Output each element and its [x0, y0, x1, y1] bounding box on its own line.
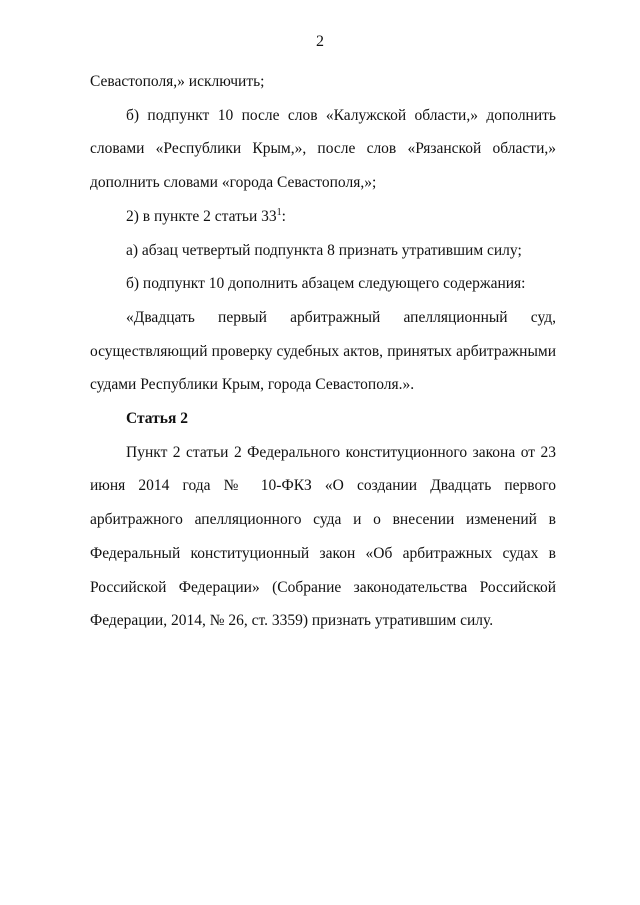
paragraph-subpoint-b: б) подпункт 10 дополнить абзацем следующего содержания:: [126, 275, 526, 293]
paragraph-subpoint-b-10: б) подпункт 10 после слов «Калужской области,» дополнить словами «Республики Крым,», после слов «Рязанской области,» дополнить словами «города Севастополя,»;: [90, 106, 556, 192]
point-2-text: 2) в пункте 2 статьи 33: [126, 207, 277, 225]
page-number: 2: [316, 33, 324, 50]
paragraph-point-2: [90, 200, 556, 234]
paragraph-subpoint-a: а) абзац четвертый подпункта 8 признать утратившим силу;: [126, 241, 522, 259]
paragraph-continuation: Севастополя,» исключить;: [90, 73, 265, 90]
paragraph-article-2: Пункт 2 статьи 2 Федерального конституционного закона от 23 июня 2014 года № 10-ФКЗ «О создании Двадцать первого арбитражного апелляционного суда и о внесении изменений в Федеральный конституционный закон «Об арбитражных судах в Российской Федерации» (Собрание законодательства Российской Федерации, 2014, № 26, ст. 3359) признать утратившим силу.: [90, 443, 556, 630]
article-2-heading: Статья 2: [126, 410, 188, 428]
point-2-colon: :: [281, 207, 286, 225]
article-superscript: 1: [276, 206, 282, 218]
paragraph-quoted-text: «Двадцать первый арбитражный апелляционный суд, осуществляющий проверку судебных актов, принятых арбитражными судами Республики Крым, города Севастополя.».: [90, 308, 556, 394]
document-body: [90, 65, 556, 638]
